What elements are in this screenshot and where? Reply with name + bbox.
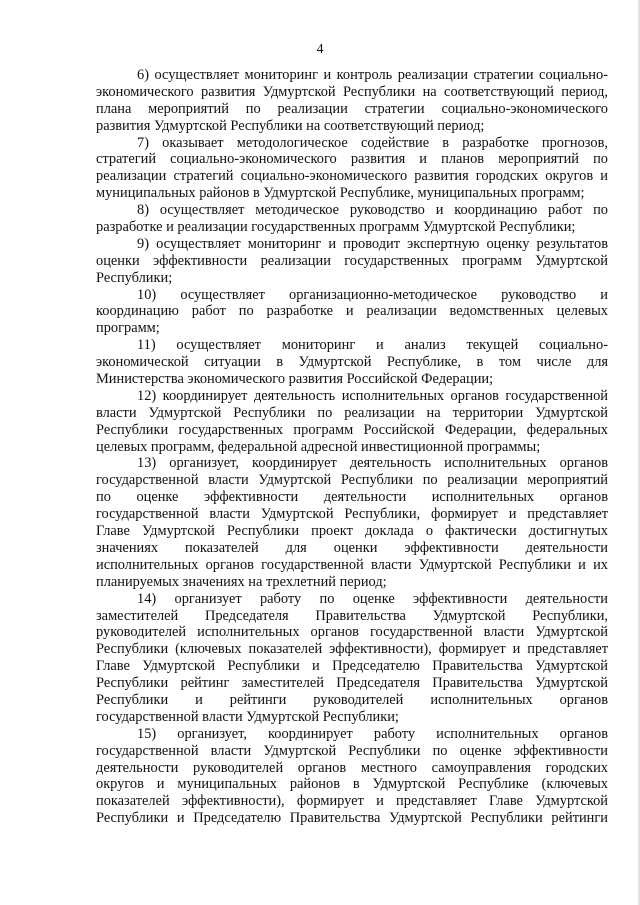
text-line: планируемых значениях на трехлетний период; — [96, 573, 387, 590]
text-line: оценки эффективности реализации государственных программ Удмуртской — [96, 252, 608, 269]
text-line: Главе Удмуртской Республики и Председателю Правительства Удмуртской — [96, 658, 608, 675]
text-line: целевых программ, федеральной адресной инвестиционной программы; — [96, 438, 541, 455]
paragraph-9 — [96, 236, 608, 287]
text-line: Республики и рейтинги руководителей исполнительных органов — [96, 691, 608, 708]
document-body — [96, 67, 608, 827]
text-line: 15) организует, координирует работу исполнительных органов — [137, 725, 608, 742]
text-line: Республики государственных программ Российской Федерации, федеральных — [96, 421, 608, 438]
text-line: 12) координирует деятельность исполнительных органов государственной — [137, 387, 608, 404]
paragraph-6 — [96, 67, 608, 135]
text-line: Республики и Председателю Правительства Удмуртской Республики рейтинги — [96, 810, 608, 827]
text-line: 7) оказывает методологическое содействие в разработке прогнозов, — [137, 134, 608, 151]
paragraph-7 — [96, 135, 608, 203]
text-line: заместителей Председателя Правительства Удмуртской Республики, — [96, 607, 608, 624]
text-line: руководителей исполнительных органов государственной власти Удмуртской — [96, 624, 608, 641]
paragraph-14 — [96, 591, 608, 726]
text-line: программ; — [96, 320, 160, 337]
text-line: государственной власти Удмуртской Республики, формирует и представляет — [96, 506, 608, 523]
text-line: округов и муниципальных районов в Удмуртской Республике (ключевых — [96, 776, 608, 793]
text-line: 9) осуществляет мониторинг и проводит экспертную оценку результатов — [137, 235, 608, 252]
text-line: 11) осуществляет мониторинг и анализ текущей социально- — [137, 337, 608, 354]
text-line: реализации стратегий социально-экономического развития городских округов и — [96, 168, 608, 185]
text-line: 13) организует, координирует деятельность исполнительных органов — [137, 455, 608, 472]
text-line: разработке и реализации государственных программ Удмуртской Республики; — [96, 219, 576, 236]
paragraph-10 — [96, 287, 608, 338]
text-line: деятельности руководителей органов местного самоуправления городских — [96, 759, 608, 776]
text-line: муниципальных районов в Удмуртской Республике, муниципальных программ; — [96, 185, 585, 202]
paragraph-8 — [96, 202, 608, 236]
text-line: плана мероприятий по реализации стратегии социально-экономического — [96, 100, 608, 117]
text-line: Главе Удмуртской Республики проект доклада о фактически достигнутых — [96, 523, 608, 540]
text-line: Республики (ключевых показателей эффективности), формирует и представляет — [96, 641, 608, 658]
paragraph-11 — [96, 337, 608, 388]
text-line: исполнительных органов государственной власти Удмуртской Республики и их — [96, 556, 608, 573]
page-number: 4 — [316, 42, 324, 57]
text-line: экономической ситуации в Удмуртской Республике, в том числе для — [96, 354, 608, 371]
text-line: Республики; — [96, 269, 173, 286]
text-line: показателей эффективности), формирует и представляет Главе Удмуртской — [96, 793, 608, 810]
paragraph-13 — [96, 455, 608, 590]
text-line: значениях показателей для оценки эффективности деятельности — [96, 539, 608, 556]
text-line: экономического развития Удмуртской Республики на соответствующий период, — [96, 83, 608, 100]
text-line: 6) осуществляет мониторинг и контроль реализации стратегии социально- — [137, 67, 608, 83]
paragraph-12 — [96, 388, 608, 456]
text-line: развития Удмуртской Республики на соответствующий период; — [96, 117, 485, 134]
text-line: 8) осуществляет методическое руководство и координацию работ по — [137, 202, 608, 219]
text-line: государственной власти Удмуртской Республики по оценке эффективности — [96, 742, 608, 759]
text-line: координацию работ по разработке и реализации ведомственных целевых — [96, 303, 608, 320]
text-line: 14) организует работу по оценке эффективности деятельности — [137, 590, 608, 607]
text-line: по оценке эффективности деятельности исполнительных органов — [96, 489, 608, 506]
text-line: стратегий социально-экономического развития и планов мероприятий по — [96, 151, 608, 168]
text-line: 10) осуществляет организационно-методическое руководство и — [137, 286, 608, 303]
text-line: власти Удмуртской Республики по реализации на территории Удмуртской — [96, 404, 608, 421]
paragraph-15 — [96, 726, 608, 827]
text-line: Министерства экономического развития Российской Федерации; — [96, 371, 494, 388]
text-line: государственной власти Удмуртской Республики; — [96, 708, 399, 725]
text-line: государственной власти Удмуртской Республики по реализации мероприятий — [96, 472, 608, 489]
text-line: Республики рейтинг заместителей Председателя Правительства Удмуртской — [96, 675, 608, 692]
